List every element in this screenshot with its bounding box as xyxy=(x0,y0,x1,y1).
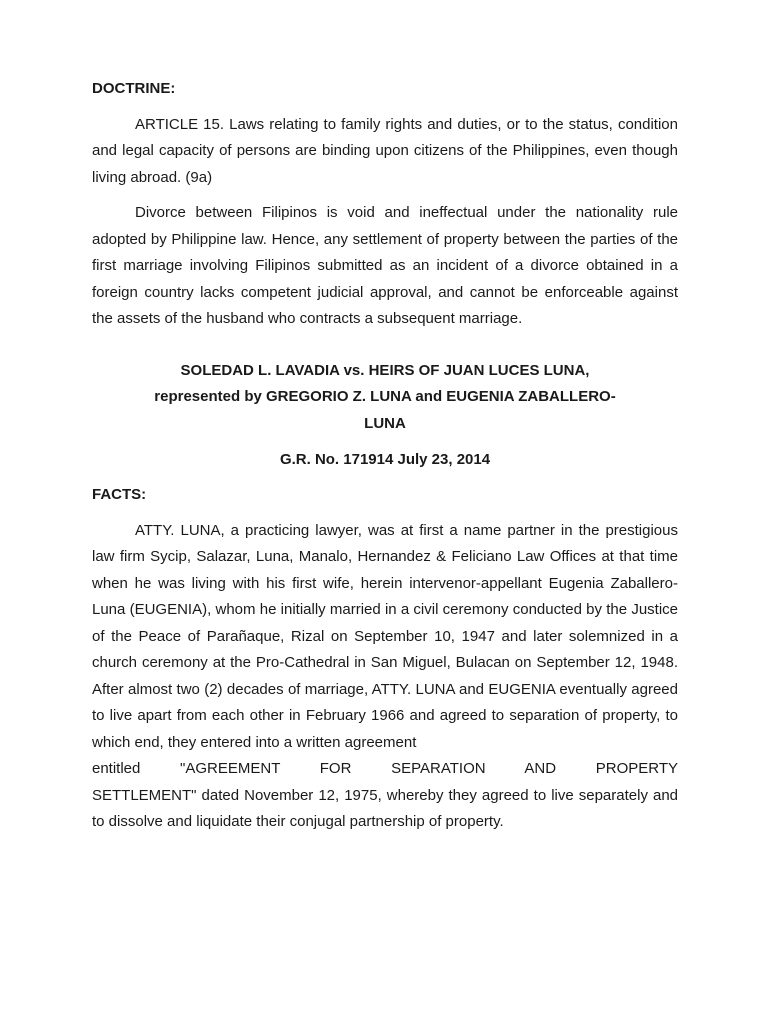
facts-text-part-2: entitled "AGREEMENT FOR SEPARATION AND PROPERTY xyxy=(92,760,678,778)
case-gr-number: G.R. No. 171914 July 23, 2014 xyxy=(279,450,491,468)
facts-text-part-1: ATTY. LUNA, a practicing lawyer, was at first a name partner in the prestigious law firm Sycip, Salazar, Luna, Manalo, Hernandez & Feliciano Law Offices at that time when he was living with his first wife, herein intervenor-appellant Eugenia Zaballero-Luna (EUGENIA), whom he initially married in a civil ceremony conducted by the Justice of the Peace of Parañaque, Rizal on September 10, 1947 and later solemnized in a church ceremony at the Pro-Cathedral in San Miguel, Bulacan on September 12, 1948. After almost two (2) decades of marriage, ATTY. LUNA and EUGENIA eventually agreed to live apart from each other in February 1966 and agreed to separation of property, to which end, they entered into a written agreement xyxy=(92,521,678,751)
case-title xyxy=(92,358,678,438)
case-title-line-1: SOLEDAD L. LAVADIA vs. HEIRS OF JUAN LUCES LUNA, xyxy=(180,361,590,379)
case-title-line-3: LUNA xyxy=(364,415,406,433)
facts-paragraph xyxy=(92,518,678,836)
facts-heading: FACTS: xyxy=(92,486,147,504)
document-page xyxy=(92,76,678,845)
divorce-paragraph: Divorce between Filipinos is void and ineffectual under the nationality rule adopted by Philippine law. Hence, any settlement of property between the parties of the first marriage involving Filipinos submitted as an incident of a divorce obtained in a foreign country lacks competent judicial approval, and cannot be enforceable against the assets of the husband who contracts a subsequent marriage. xyxy=(92,204,678,327)
facts-text-part-3: SETTLEMENT" dated November 12, 1975, whereby they agreed to live separately and to dissolve and liquidate their conjugal partnership of property. xyxy=(92,786,678,831)
article-15-paragraph: ARTICLE 15. Laws relating to family rights and duties, or to the status, condition and legal capacity of persons are binding upon citizens of the Philippines, even though living abroad. (9a) xyxy=(92,115,678,186)
doctrine-heading: DOCTRINE: xyxy=(92,80,176,97)
case-title-line-2: represented by GREGORIO Z. LUNA and EUGENIA ZABALLERO- xyxy=(154,388,616,406)
